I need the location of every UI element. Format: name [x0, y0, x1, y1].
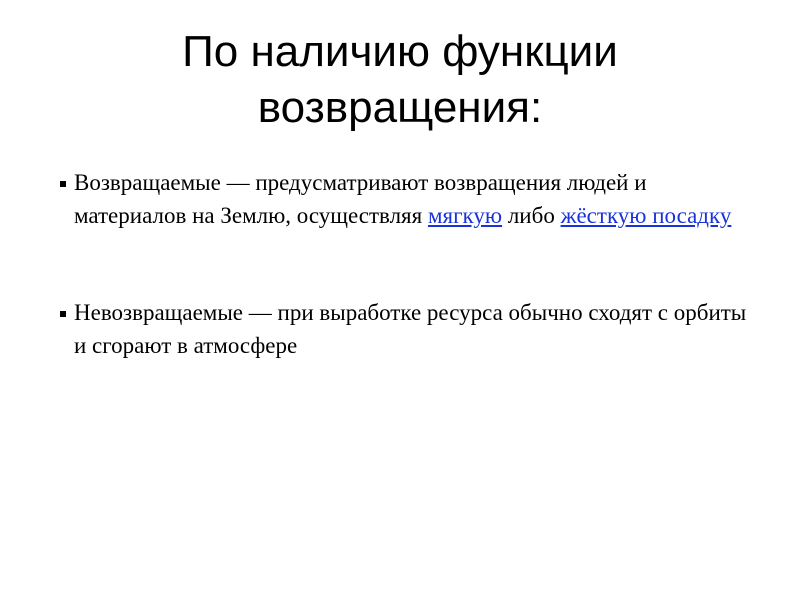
square-bullet-icon: [60, 181, 66, 187]
bullet-nonreturnable: [60, 296, 760, 362]
bullet-list: [60, 166, 760, 362]
square-bullet-icon: [60, 311, 66, 317]
bullet-returnable-text: Возвращаемые — предусматривают возвращения людей и материалов на Землю, осуществляя: [74, 170, 647, 228]
soft-landing-link[interactable]: мягкую: [427, 203, 503, 228]
hard-landing-link[interactable]: жёсткую посадку: [560, 203, 732, 228]
bullet-returnable: [60, 166, 760, 232]
bullet-returnable-middle: либо: [502, 203, 561, 228]
slide-title-line-1: По наличию функции: [182, 27, 618, 76]
slide-title-line-2: возвращения:: [257, 83, 543, 132]
bullet-nonreturnable-text: Невозвращаемые — при выработке ресурса обычно сходят с орбиты и сгорают в атмосфере: [74, 300, 747, 358]
slide-title: [0, 24, 800, 136]
